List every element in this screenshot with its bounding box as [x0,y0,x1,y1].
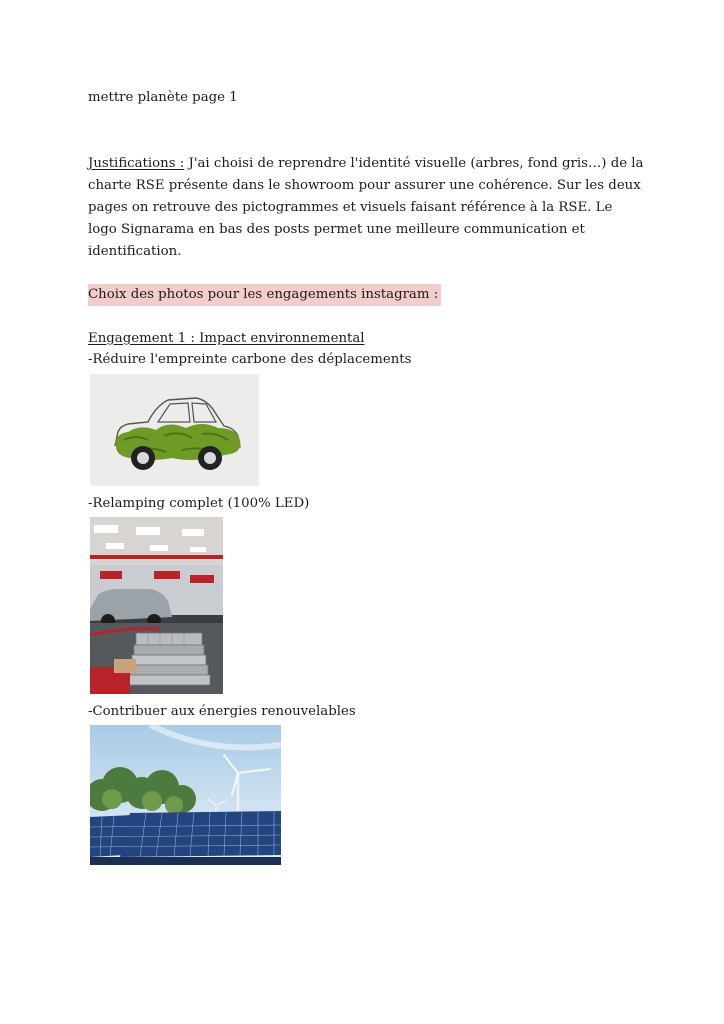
engagement-item-led: -Relamping complet (100% LED) [88,496,310,511]
engagement-item-carbon: -Réduire l'empreinte carbone des déplacements [88,352,412,367]
highlighted-heading: Choix des photos pour les engagements instagram : [88,284,441,306]
justification-text: J'ai choisi de reprendre l'identité visuelle (arbres, fond gris…) de la charte RSE présente dans le showroom pour assurer une cohérence. Sur les deux pages on retrouve des pictogrammes et visuels faisant référence à la RSE. Le logo Signarama en bas des posts permet une meilleure communication et identification. [88,156,644,259]
solar-wind-image [90,725,281,865]
engagement-item-renewable: -Contribuer aux énergies renouvelables [88,704,356,719]
engagement-title: Engagement 1 : Impact environnemental [88,331,365,346]
car-moss-image [90,374,259,486]
justification-paragraph [88,153,644,263]
justification-label: Justifications : [88,156,185,171]
note-text: mettre planète page 1 [88,90,238,105]
showroom-led-image [90,517,223,694]
